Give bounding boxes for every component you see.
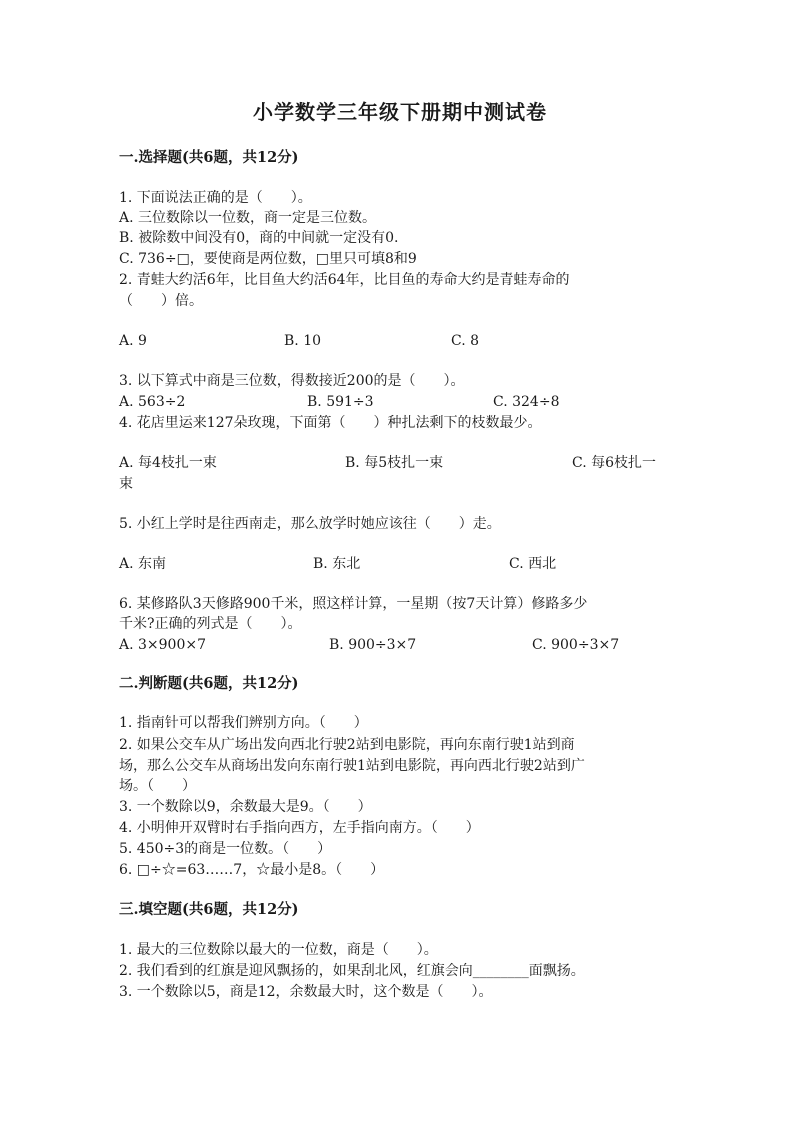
judgment-2-line2: 场，那么公交车从商场出发向东南行驶1站到电影院，再向西北行驶2站到广 <box>119 758 585 774</box>
judgment-2-line3: 场。（ ） <box>119 778 196 794</box>
question-1-option-b: B. 被除数中间没有0，商的中间就一定没有0. <box>119 230 399 246</box>
question-6-stem-line1: 6. 某修路队3天修路900千米，照这样计算，一星期（按7天计算）修路多少 <box>119 596 588 612</box>
section-heading-choice: 一.选择题(共6题，共12分) <box>119 149 299 166</box>
fill-in-2: 2. 我们看到的红旗是迎风飘扬的，如果刮北风，红旗会向________面飘扬。 <box>119 963 585 979</box>
judgment-5: 5. 450÷3的商是一位数。（ ） <box>119 841 332 857</box>
question-3-option-b: B. 591÷3 <box>307 394 374 410</box>
question-1-stem: 1. 下面说法正确的是（ ）。 <box>119 190 312 206</box>
question-3-option-a: A. 563÷2 <box>119 394 186 410</box>
fill-in-1: 1. 最大的三位数除以最大的一位数，商是（ ）。 <box>119 942 438 958</box>
question-4-option-c: C. 每6枝扎一 <box>572 455 657 471</box>
question-6-option-c: C. 900÷3×7 <box>532 637 620 653</box>
judgment-2-line1: 2. 如果公交车从广场出发向西北行驶2站到电影院，再向东南行驶1站到商 <box>119 737 575 753</box>
judgment-4: 4. 小明伸开双臂时右手指向西方，左手指向南方。（ ） <box>119 820 480 836</box>
question-2-stem-line2: （ ）倍。 <box>119 293 203 309</box>
judgment-1: 1. 指南针可以帮我们辨别方向。（ ） <box>119 715 368 731</box>
question-4-option-a: A. 每4枝扎一束 <box>119 455 217 471</box>
question-6-option-b: B. 900÷3×7 <box>329 637 417 653</box>
question-2-stem-line1: 2. 青蛙大约活6年，比目鱼大约活64年，比目鱼的寿命大约是青蛙寿命的 <box>119 272 570 288</box>
question-5-stem: 5. 小红上学时是往西南走，那么放学时她应该往（ ）走。 <box>119 516 501 532</box>
question-1-option-a: A. 三位数除以一位数，商一定是三位数。 <box>119 210 377 226</box>
question-6-option-a: A. 3×900×7 <box>119 637 207 653</box>
section-heading-judgment: 二.判断题(共6题，共12分) <box>119 675 299 692</box>
question-1-option-c: C. 736÷□，要使商是两位数，□里只可填8和9 <box>119 251 417 267</box>
question-6-stem-line2: 千米?正确的列式是（ ）。 <box>119 616 302 632</box>
question-3-stem: 3. 以下算式中商是三位数，得数接近200的是（ ）。 <box>119 373 465 389</box>
question-4-option-c-wrap: 束 <box>119 476 133 492</box>
judgment-6: 6. □÷☆=63……7，☆最小是8。（ ） <box>119 862 385 878</box>
page-title: 小学数学三年级下册期中测试卷 <box>253 100 547 124</box>
question-4-stem: 4. 花店里运来127朵玫瑰，下面第（ ）种扎法剩下的枝数最少。 <box>119 415 542 431</box>
fill-in-3: 3. 一个数除以5，商是12，余数最大时，这个数是（ ）。 <box>119 984 493 1000</box>
question-3-option-c: C. 324÷8 <box>493 394 560 410</box>
question-5-option-b: B. 东北 <box>313 556 361 572</box>
question-4-option-b: B. 每5枝扎一束 <box>345 455 444 471</box>
judgment-3: 3. 一个数除以9，余数最大是9。（ ） <box>119 799 372 815</box>
question-2-option-b: B. 10 <box>284 333 322 349</box>
question-5-option-c: C. 西北 <box>509 556 557 572</box>
question-2-option-a: A. 9 <box>119 333 147 349</box>
question-5-option-a: A. 东南 <box>119 556 167 572</box>
section-heading-fill-in: 三.填空题(共6题，共12分) <box>119 901 299 918</box>
question-2-option-c: C. 8 <box>451 333 480 349</box>
